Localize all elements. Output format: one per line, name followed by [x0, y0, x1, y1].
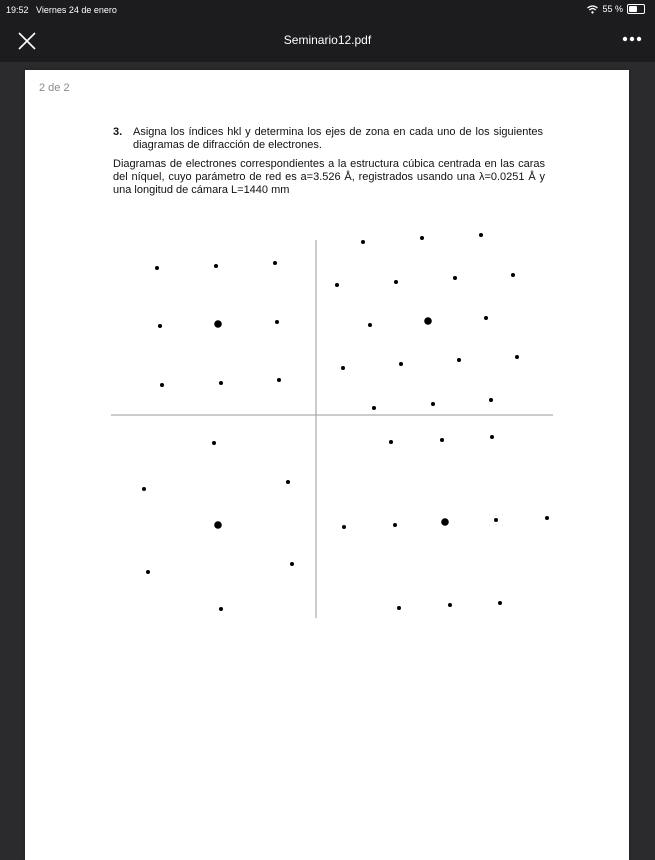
diffraction-spot — [479, 233, 483, 237]
diffraction-spot — [142, 487, 146, 491]
diffraction-spot — [424, 317, 432, 325]
pattern-top-left — [155, 261, 281, 387]
diffraction-spot — [160, 383, 164, 387]
diffraction-spot — [420, 236, 424, 240]
diffraction-spot — [498, 601, 502, 605]
diffraction-spot — [146, 570, 150, 574]
diffraction-spot — [389, 440, 393, 444]
diffraction-spot — [431, 402, 435, 406]
diffraction-spot — [335, 283, 339, 287]
diffraction-spot — [457, 358, 461, 362]
diffraction-spot — [212, 441, 216, 445]
diffraction-spot — [368, 323, 372, 327]
diffraction-spot — [219, 607, 223, 611]
diffraction-spot — [489, 398, 493, 402]
pattern-bottom-left — [142, 441, 294, 611]
diffraction-spot — [515, 355, 519, 359]
diffraction-spot — [397, 606, 401, 610]
diffraction-spot — [441, 518, 449, 526]
diffraction-spot — [277, 378, 281, 382]
diffraction-spot — [393, 523, 397, 527]
diffraction-spot — [484, 316, 488, 320]
battery-fill — [629, 6, 637, 12]
diffraction-spot — [214, 521, 222, 529]
diffraction-spot — [214, 264, 218, 268]
page-indicator: 2 de 2 — [39, 82, 70, 94]
battery-icon — [627, 4, 645, 14]
status-right — [587, 4, 645, 14]
diffraction-spot — [394, 280, 398, 284]
diffraction-spot — [155, 266, 159, 270]
diffraction-spot — [290, 562, 294, 566]
pattern-bottom-right — [342, 435, 549, 610]
status-date: Viernes 24 de enero — [36, 5, 117, 15]
battery-percent: 55 % — [602, 4, 623, 14]
more-button[interactable] — [619, 26, 645, 52]
diffraction-spot — [341, 366, 345, 370]
diffraction-spot — [158, 324, 162, 328]
pattern-top-right — [335, 233, 519, 410]
status-bar — [0, 0, 655, 20]
diffraction-spot — [273, 261, 277, 265]
question-text: Asigna los índices hkl y determina los ejes de zona en cada uno de los siguientes diagramas de difracción de electrones. — [133, 126, 543, 151]
document-title: Seminario12.pdf — [283, 33, 372, 47]
diffraction-spot — [286, 480, 290, 484]
diffraction-spot — [219, 381, 223, 385]
diffraction-spot — [214, 320, 222, 328]
diffraction-spot — [275, 320, 279, 324]
diffraction-spot — [490, 435, 494, 439]
question-description: Diagramas de electrones correspondientes a la estructura cúbica centrada en las caras del níquel, cuyo parámetro de red es a=3.526 Å, registrados usando una λ=0.0251 Å y una longitud de cámara L=1440 mm — [113, 158, 545, 196]
diffraction-spot — [453, 276, 457, 280]
diffraction-spot — [448, 603, 452, 607]
diffraction-spot — [545, 516, 549, 520]
more-icon — [619, 26, 645, 52]
diffraction-spot — [511, 273, 515, 277]
diffraction-diagrams — [25, 70, 629, 860]
question-number: 3. — [113, 126, 123, 138]
nav-bar — [0, 20, 655, 62]
diffraction-spot — [342, 525, 346, 529]
pdf-page[interactable] — [25, 70, 629, 860]
diffraction-spot — [399, 362, 403, 366]
diffraction-spot — [361, 240, 365, 244]
wifi-icon — [587, 5, 598, 14]
diffraction-spot — [494, 518, 498, 522]
diffraction-spot — [440, 438, 444, 442]
diffraction-spot — [372, 406, 376, 410]
status-time: 19:52 — [6, 5, 29, 15]
